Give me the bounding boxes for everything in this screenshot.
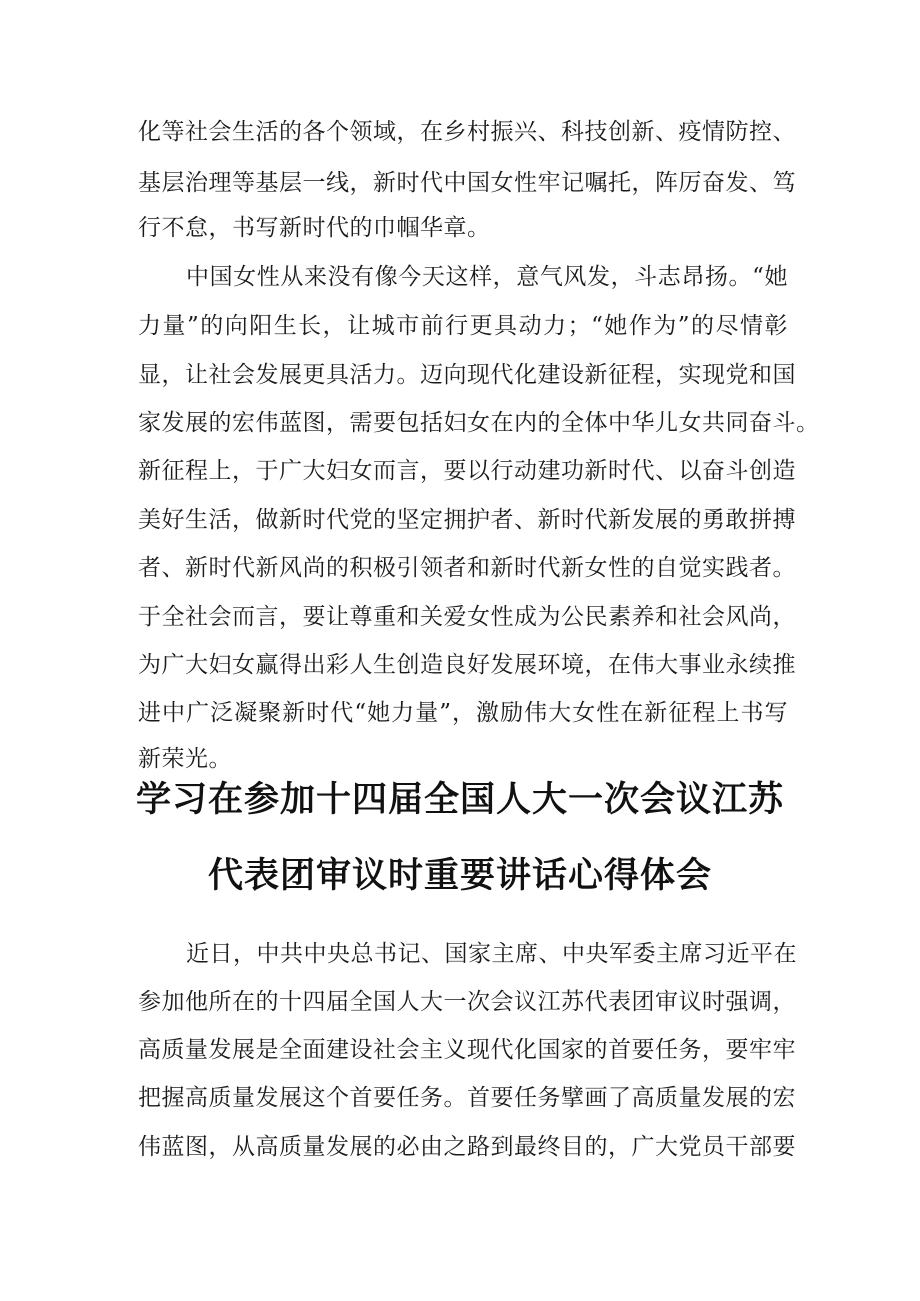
paragraph-1-line-1: 化等社会生活的各个领域，在乡村振兴、科技创新、疫情防控、: [138, 119, 796, 145]
article-title-line-2: 代表团审议时重要讲话心得体会: [207, 856, 712, 896]
paragraph-2-line-10: 进中广泛凝聚新时代“她力量”，激励伟大女性在新征程上书写: [138, 700, 788, 726]
paragraph-1-line-2: 基层治理等基层一线，新时代中国女性牢记嘱托，阵厉奋发、笃: [138, 170, 796, 196]
paragraph-3-line-5: 伟蓝图，从高质量发展的必由之路到最终目的，广大党员干部要: [138, 1134, 796, 1160]
paragraph-2-line-8: 于全社会而言，要让尊重和关爱女性成为公民素养和社会风尚，: [138, 604, 796, 630]
article-title-line-1: 学习在参加十四届全国人大一次会议江苏: [135, 780, 784, 820]
paragraph-2-line-4: 家发展的宏伟蓝图，需要包括妇女在内的全体中华儿女共同奋斗。: [138, 410, 820, 436]
paragraph-3-line-4: 把握高质量发展这个首要任务。首要任务擘画了高质量发展的宏: [138, 1085, 796, 1111]
paragraph-3-line-3: 高质量发展是全面建设社会主义现代化国家的首要任务，要牢牢: [138, 1037, 796, 1063]
paragraph-3-line-2: 参加他所在的十四届全国人大一次会议江苏代表团审议时强调，: [138, 989, 796, 1015]
paragraph-2-line-1: 中国女性从来没有像今天这样，意气风发，斗志昂扬。“她: [186, 264, 788, 290]
paragraph-2-line-2: 力量”的向阳生长，让城市前行更具动力；“她作为”的尽情彰: [138, 313, 788, 339]
paragraph-3-line-1: 近日，中共中央总书记、国家主席、中央军委主席习近平在: [186, 941, 797, 967]
paragraph-1-line-3: 行不怠，书写新时代的巾帼华章。: [138, 215, 491, 241]
paragraph-2-line-5: 新征程上，于广大妇女而言，要以行动建功新时代、以奋斗创造: [138, 458, 796, 484]
paragraph-2-line-11: 新荣光。: [138, 746, 232, 772]
paragraph-2-line-3: 显，让社会发展更具活力。迈向现代化建设新征程，实现党和国: [138, 362, 796, 388]
paragraph-2-line-6: 美好生活，做新时代党的坚定拥护者、新时代新发展的勇敢拼搏: [138, 507, 796, 533]
paragraph-2-line-9: 为广大妇女赢得出彩人生创造良好发展环境，在伟大事业永续推: [138, 652, 796, 678]
paragraph-2-line-7: 者、新时代新风尚的积极引领者和新时代新女性的自觉实践者。: [138, 555, 796, 581]
